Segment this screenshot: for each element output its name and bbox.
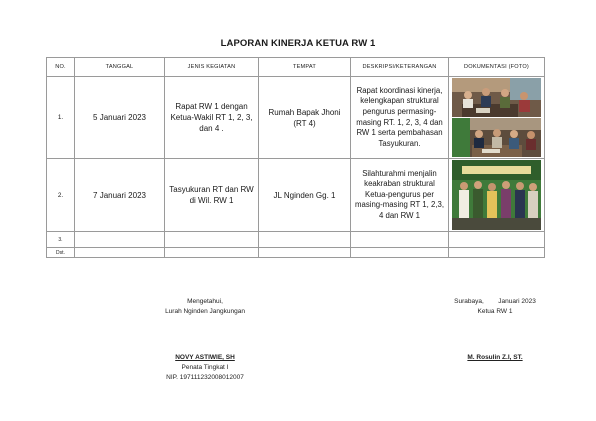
row-tanggal xyxy=(75,248,165,258)
table-row xyxy=(47,159,545,232)
row-deskripsi xyxy=(351,232,449,248)
row-tanggal xyxy=(75,232,165,248)
row-tempat xyxy=(259,232,351,248)
row-deskripsi: Rapat koordinasi kinerja, kelengkapan struktural pengurus permasing-masing RT. 1, 2, 3, 4 dan RW 1 serta pembahasan Tasyukuran. xyxy=(351,77,449,159)
row-no: Dst. xyxy=(47,248,75,258)
signature-left-line1: Mengetahui, xyxy=(187,298,223,305)
row-kegiatan: Rapat RW 1 dengan Ketua-Wakil RT 1, 2, 3, dan 4 . xyxy=(165,77,259,159)
row-tempat: JL Nginden Gg. 1 xyxy=(259,159,351,232)
signature-right-block xyxy=(430,353,560,363)
meeting-photo-2 xyxy=(452,118,541,157)
signature-left-line2: Lurah Nginden Jangkungan xyxy=(165,308,245,315)
row-kegiatan: Tasyukuran RT dan RW di Wil. RW 1 xyxy=(165,159,259,232)
row-dokumentasi xyxy=(449,248,545,258)
table-row xyxy=(47,232,545,248)
header-tanggal: TANGGAL xyxy=(75,58,165,77)
row-dokumentasi xyxy=(449,159,545,232)
row-no: 3. xyxy=(47,232,75,248)
row-no: 2. xyxy=(47,159,75,232)
header-deskripsi: DESKRIPSI/KETERANGAN xyxy=(351,58,449,77)
row-no: 1. xyxy=(47,77,75,159)
report-table xyxy=(46,57,545,258)
signature-right-name: M. Rosulin Z.I, ST. xyxy=(467,354,523,361)
signature-right-line2: Ketua RW 1 xyxy=(477,308,513,315)
row-tanggal: 7 Januari 2023 xyxy=(75,159,165,232)
meeting-photo-1 xyxy=(452,78,541,117)
header-dokumentasi: DOKUMENTASI (FOTO) xyxy=(449,58,545,77)
signature-left-name: NOVY ASTIWIE, SH xyxy=(175,354,235,361)
signature-left-rank: Penata Tingkat I xyxy=(181,364,229,371)
signature-right-heading xyxy=(430,297,560,317)
row-dokumentasi xyxy=(449,232,545,248)
signature-left-heading xyxy=(140,297,270,317)
header-tempat: TEMPAT xyxy=(259,58,351,77)
table-header-row xyxy=(47,58,545,77)
report-title: LAPORAN KINERJA KETUA RW 1 xyxy=(220,38,376,49)
row-tanggal: 5 Januari 2023 xyxy=(75,77,165,159)
table-row xyxy=(47,77,545,159)
signature-right-line1: Surabaya, Januari 2023 xyxy=(454,298,536,305)
row-tempat: Rumah Bapak Jhoni (RT 4) xyxy=(259,77,351,159)
signature-left-block xyxy=(140,353,270,383)
row-kegiatan xyxy=(165,232,259,248)
row-kegiatan xyxy=(165,248,259,258)
row-deskripsi xyxy=(351,248,449,258)
row-tempat xyxy=(259,248,351,258)
header-kegiatan: JENIS KEGIATAN xyxy=(165,58,259,77)
table-row xyxy=(47,248,545,258)
row-dokumentasi xyxy=(449,77,545,159)
header-no: NO. xyxy=(47,58,75,77)
row-deskripsi: Silahturahmi menjalin keakraban struktural Ketua-pengurus per masing-masing RT 1, 2,3, 4 dan RW 1 xyxy=(351,159,449,232)
group-photo xyxy=(452,160,541,230)
signature-left-nip: NIP. 197111232008012007 xyxy=(166,374,244,381)
